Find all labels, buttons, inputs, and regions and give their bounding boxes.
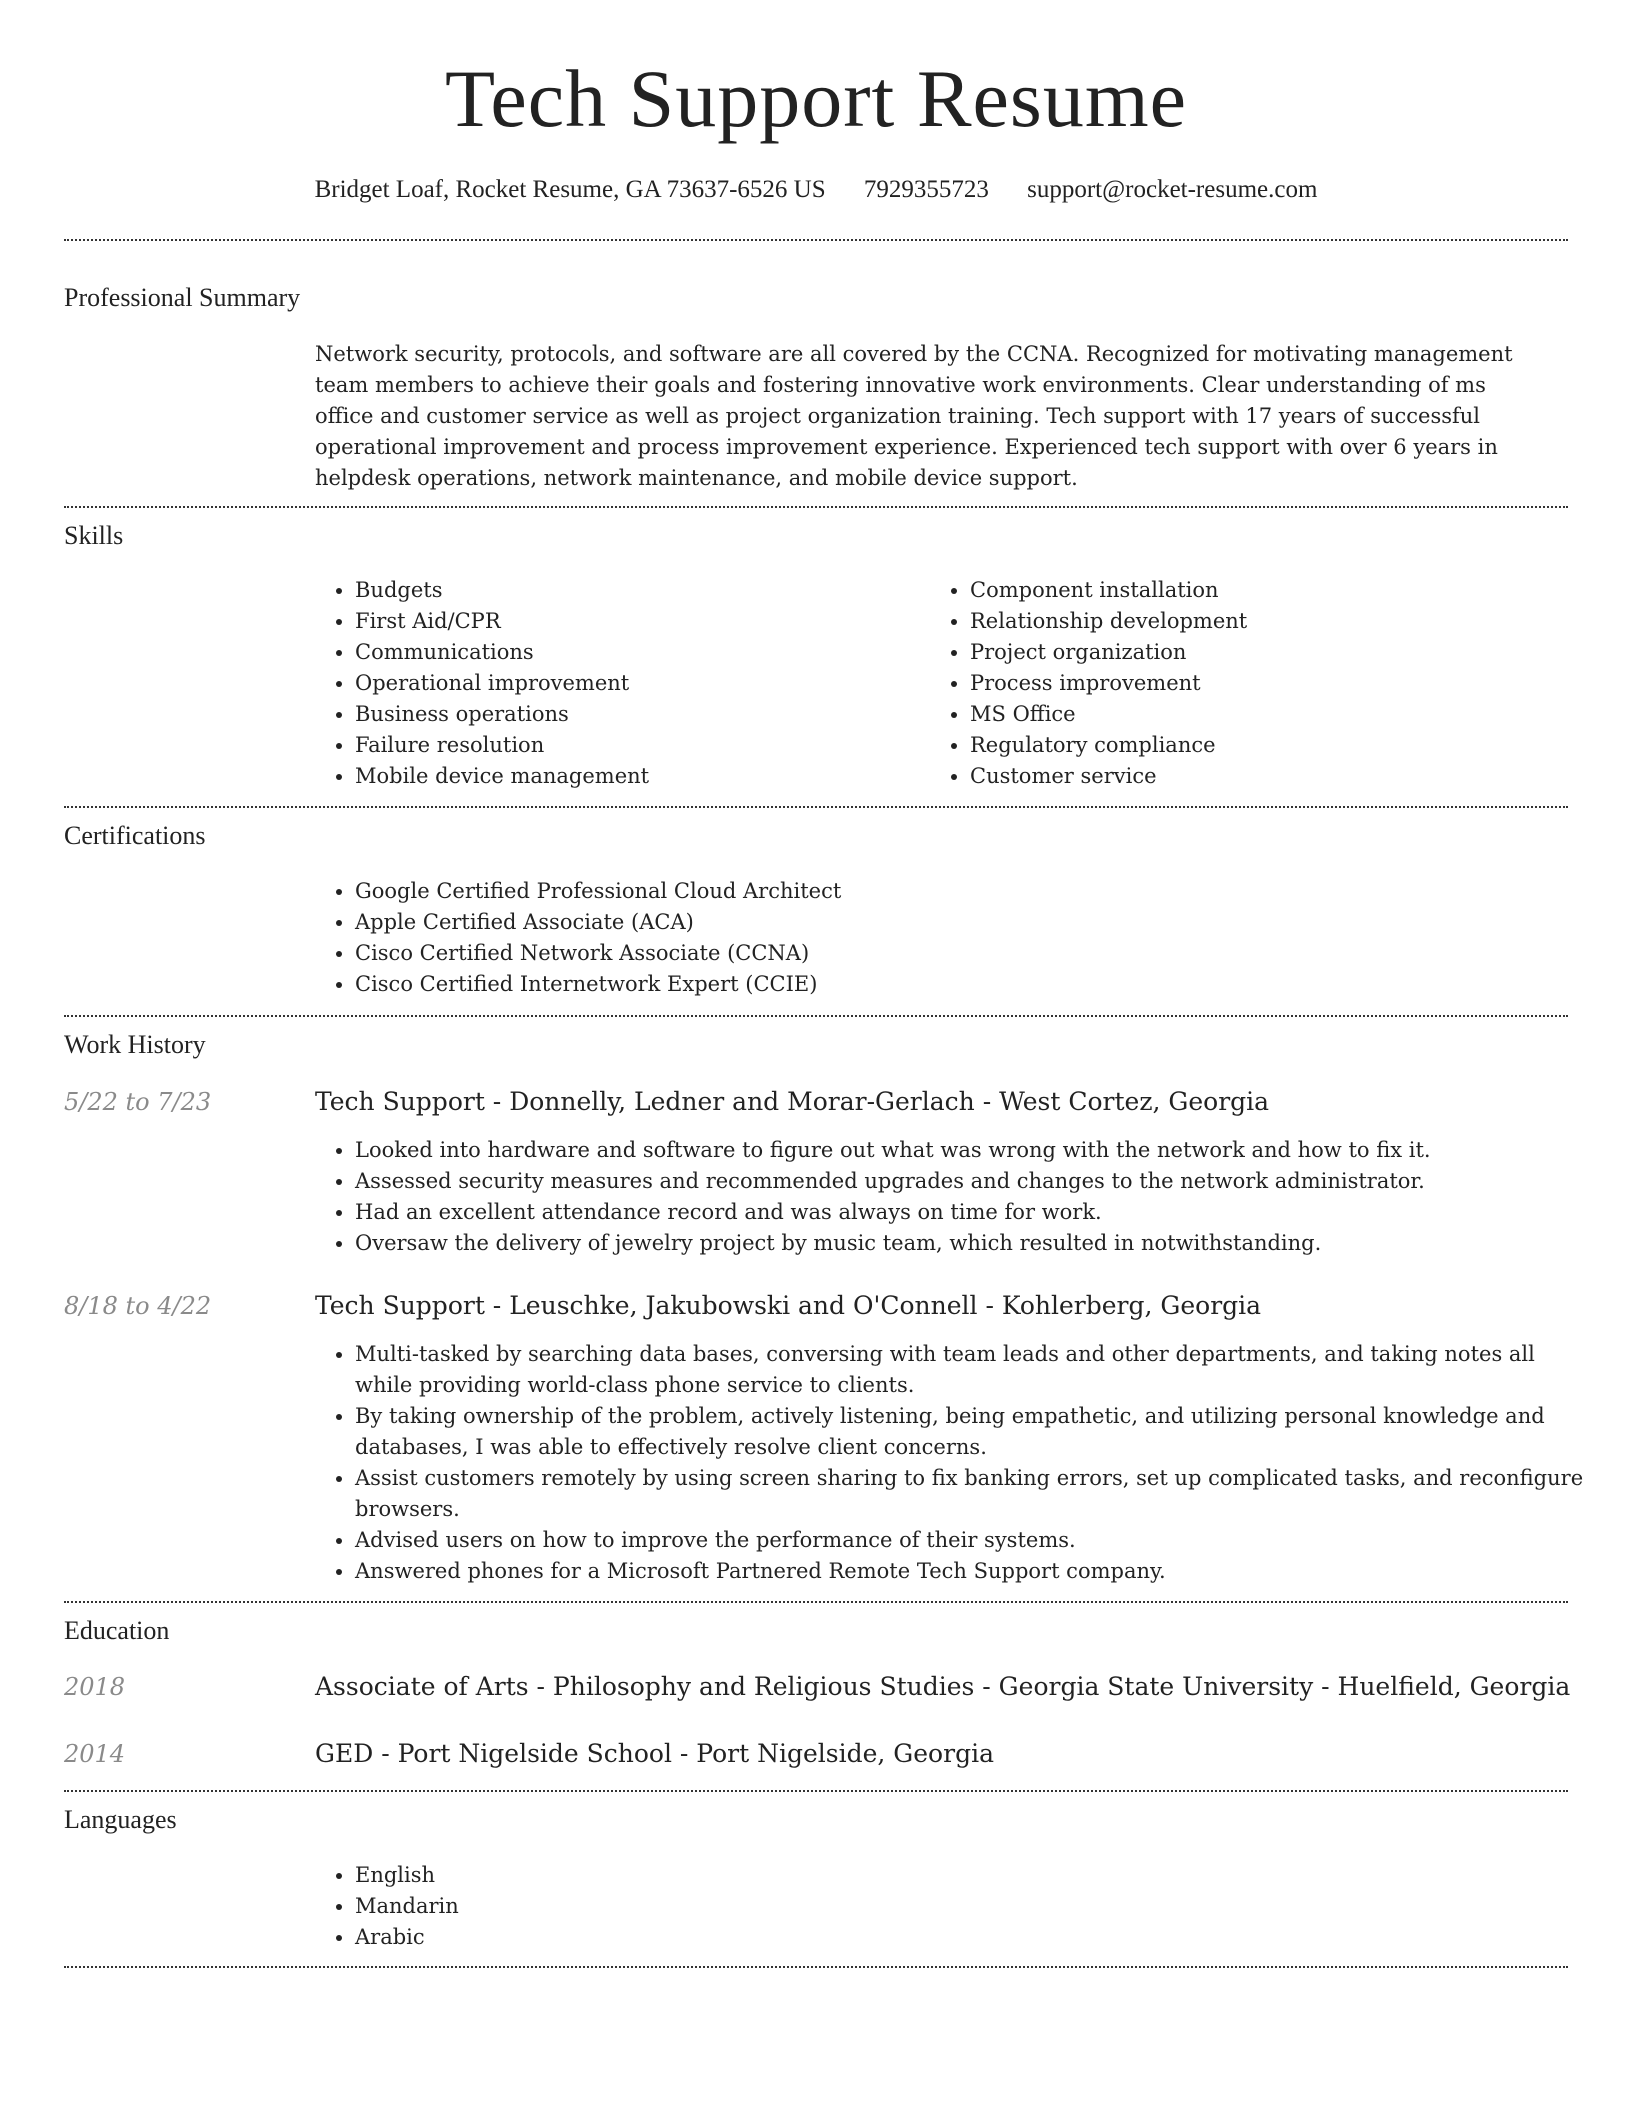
education-title: Associate of Arts - Philosophy and Religious Studies - Georgia State University - Huelfield, Georgia bbox=[315, 1672, 1571, 1701]
education-year: 2018 bbox=[64, 1673, 126, 1701]
list-item: • First Aid/CPR bbox=[355, 606, 915, 637]
divider bbox=[64, 1966, 1568, 1968]
divider bbox=[64, 1601, 1568, 1603]
list-item: • Process improvement bbox=[970, 668, 1590, 699]
list-item: • English bbox=[355, 1860, 1585, 1891]
list-item: • Assessed security measures and recommended upgrades and changes to the network administrator. bbox=[355, 1166, 1585, 1197]
job-dates: 8/18 to 4/22 bbox=[64, 1292, 212, 1320]
resume-title: Tech Support Resume bbox=[444, 53, 1188, 144]
divider bbox=[64, 239, 1568, 241]
education-title: GED - Port Nigelside School - Port Nigelside, Georgia bbox=[315, 1739, 994, 1768]
work-heading: Work History bbox=[64, 1030, 206, 1059]
languages-list bbox=[311, 1860, 1585, 1953]
list-item: • Answered phones for a Microsoft Partnered Remote Tech Support company. bbox=[355, 1556, 1585, 1587]
summary-text: Network security, protocols, and software are all covered by the CCNA. Recognized for motivating management team members to achieve their goals and fostering innovative work environments. Clear understanding of ms office and customer service as well as project organization training. Tech support with 17 years of successful operational improvement and process improvement experience. Experienced tech support with over 6 years in helpdesk operations, network maintenance, and mobile device support. bbox=[315, 342, 1513, 490]
list-item: • Assist customers remotely by using screen sharing to fix banking errors, set up complicated tasks, and reconfigure browsers. bbox=[355, 1463, 1585, 1525]
contact-line bbox=[0, 172, 1632, 208]
divider bbox=[64, 1015, 1568, 1017]
divider bbox=[64, 1790, 1568, 1792]
list-item: • Mobile device management bbox=[355, 761, 915, 792]
list-item: • Google Certified Professional Cloud Architect bbox=[355, 876, 1585, 907]
list-item: • Cisco Certified Network Associate (CCNA) bbox=[355, 938, 1585, 969]
list-item: • MS Office bbox=[970, 699, 1590, 730]
education-heading: Education bbox=[64, 1616, 170, 1645]
skills-list-right bbox=[926, 575, 1590, 792]
skills-list-left bbox=[311, 575, 915, 792]
contact-phone: 7929355723 bbox=[863, 176, 989, 203]
contact-email[interactable]: support@rocket-resume.com bbox=[1027, 176, 1318, 203]
contact-address: Bridget Loaf, Rocket Resume, GA 73637-6526 US bbox=[314, 176, 826, 203]
list-item: • Looked into hardware and software to figure out what was wrong with the network and how to fix it. bbox=[355, 1135, 1585, 1166]
list-item: • By taking ownership of the problem, actively listening, being empathetic, and utilizing personal knowledge and databases, I was able to effectively resolve client concerns. bbox=[355, 1401, 1585, 1463]
list-item: • Communications bbox=[355, 637, 915, 668]
job-dates: 5/22 to 7/23 bbox=[64, 1088, 212, 1116]
job-title: Tech Support - Leuschke, Jakubowski and O'Connell - Kohlerberg, Georgia bbox=[315, 1291, 1262, 1320]
languages-heading: Languages bbox=[64, 1805, 177, 1834]
list-item: • Failure resolution bbox=[355, 730, 915, 761]
certifications-list bbox=[311, 876, 1585, 1000]
job-title: Tech Support - Donnelly, Ledner and Morar-Gerlach - West Cortez, Georgia bbox=[315, 1087, 1270, 1116]
list-item: • Multi-tasked by searching data bases, conversing with team leads and other departments, and taking notes all while providing world-class phone service to clients. bbox=[355, 1339, 1585, 1401]
divider bbox=[64, 506, 1568, 508]
list-item: • Budgets bbox=[355, 575, 915, 606]
list-item: • Component installation bbox=[970, 575, 1590, 606]
list-item: • Regulatory compliance bbox=[970, 730, 1590, 761]
list-item: • Advised users on how to improve the performance of their systems. bbox=[355, 1525, 1585, 1556]
list-item: • Mandarin bbox=[355, 1891, 1585, 1922]
list-item: • Relationship development bbox=[970, 606, 1590, 637]
list-item: • Customer service bbox=[970, 761, 1590, 792]
list-item: • Apple Certified Associate (ACA) bbox=[355, 907, 1585, 938]
certifications-heading: Certifications bbox=[64, 821, 206, 850]
skills-heading: Skills bbox=[64, 521, 124, 550]
job-bullets bbox=[311, 1135, 1585, 1259]
list-item: • Oversaw the delivery of jewelry project by music team, which resulted in notwithstanding. bbox=[355, 1228, 1585, 1259]
list-item: • Arabic bbox=[355, 1922, 1585, 1953]
divider bbox=[64, 806, 1568, 808]
list-item: • Business operations bbox=[355, 699, 915, 730]
list-item: • Project organization bbox=[970, 637, 1590, 668]
summary-heading: Professional Summary bbox=[64, 283, 301, 312]
list-item: • Had an excellent attendance record and was always on time for work. bbox=[355, 1197, 1585, 1228]
job-bullets bbox=[311, 1339, 1585, 1587]
education-year: 2014 bbox=[64, 1740, 126, 1768]
list-item: • Operational improvement bbox=[355, 668, 915, 699]
list-item: • Cisco Certified Internetwork Expert (CCIE) bbox=[355, 969, 1585, 1000]
